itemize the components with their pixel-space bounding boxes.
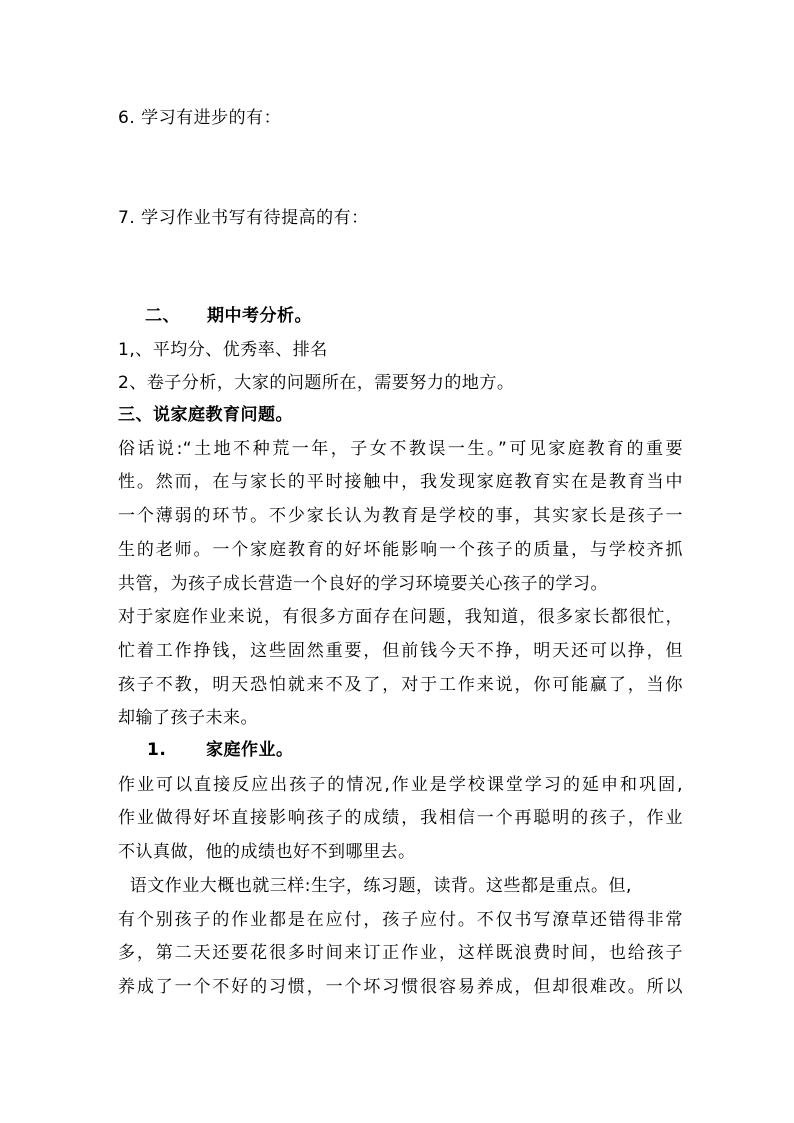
paragraph-4-line: 语文作业大概也就三样:生字，练习题，读背。这些都是重点。但, (118, 876, 632, 896)
section-2-title: 期中考分析。 (207, 306, 312, 326)
paragraph-3-line: 作业可以直接反应出孩子的情况,作业是学校课堂学习的延申和巩固, (118, 775, 683, 795)
section-2-heading (145, 306, 710, 326)
subsection-1-heading (147, 740, 712, 760)
paragraph-3-line: 作业做得好坏直接影响孩子的成绩，我相信一个再聪明的孩子，作业 (118, 808, 683, 828)
paragraph-2-line: 却输了孩子未来。 (118, 708, 258, 728)
paragraph-2-line: 对于家庭作业来说，有很多方面存在问题，我知道，很多家长都很忙， (118, 607, 683, 627)
section-2-point-1: 1,、平均分、优秀率、排名 (118, 340, 328, 360)
subsection-1-number: 1. (147, 740, 167, 760)
paragraph-1-line: 共管，为孩子成长营造一个良好的学习环境要关心孩子的学习。 (118, 574, 608, 594)
paragraph-2-line: 忙着工作挣钱，这些固然重要，但前钱今天不挣，明天还可以挣，但 (118, 641, 683, 661)
paragraph-3-line: 不认真做，他的成绩也好不到哪里去。 (118, 842, 416, 862)
paragraph-1-line: 性。然而，在与家长的平时接触中，我发现家庭教育实在是教育当中 (118, 472, 683, 492)
section-3-heading: 三、说家庭教育问题。 (118, 405, 293, 425)
paragraph-2-line: 孩子不教，明天恐怕就来不及了，对于工作来说，你可能赢了，当你 (118, 675, 683, 695)
paragraph-4-line: 多，第二天还要花很多时间来订正作业，这样既浪费时间，也给孩子 (118, 943, 683, 963)
paragraph-4-line: 养成了一个不好的习惯，一个坏习惯很容易养成，但却很难改。所以 (118, 977, 683, 997)
section-2-point-2: 2、卷子分析，大家的问题所在，需要努力的地方。 (118, 373, 515, 393)
section-2-number: 二、 (145, 306, 180, 326)
paragraph-4-line: 有个别孩子的作业都是在应付，孩子应付。不仅书写潦草还错得非常 (118, 910, 683, 930)
item-7-line: 7. 学习作业书写有待提高的有： (118, 208, 369, 228)
paragraph-1-line: 生的老师。一个家庭教育的好坏能影响一个孩子的质量，与学校齐抓 (118, 540, 683, 560)
subsection-1-title: 家庭作业。 (206, 740, 294, 760)
paragraph-1-line: 一个薄弱的环节。不少家长认为教育是学校的事，其实家长是孩子一 (118, 506, 683, 526)
paragraph-1-line: 俗话说:“土地不种荒一年，子女不教误一生。”可见家庭教育的重要 (118, 439, 683, 459)
item-6-line: 6. 学习有进步的有： (118, 108, 282, 128)
